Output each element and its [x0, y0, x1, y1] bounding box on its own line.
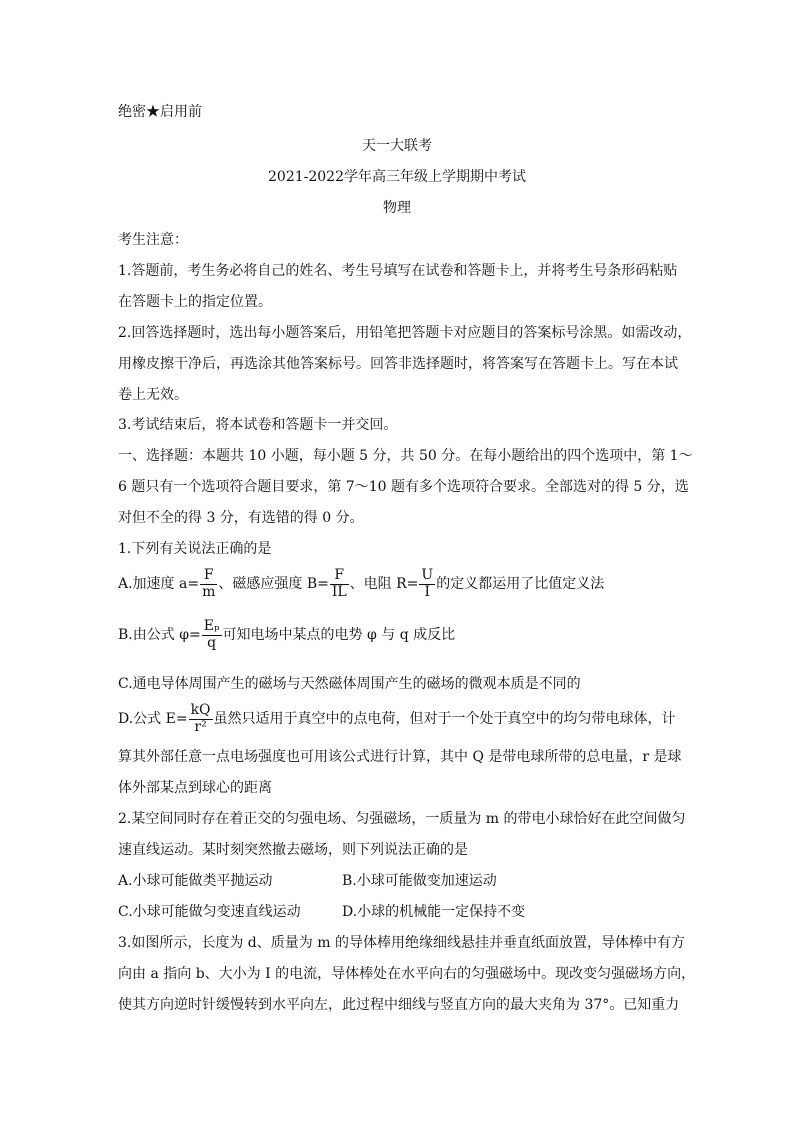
q1-a-mid1: 、磁感应强度 B=	[218, 576, 329, 592]
notice-item1-line2: 在答题卡上的指定位置。	[118, 294, 272, 310]
q1-d-pre: D.公式 E=	[118, 711, 188, 727]
notice-title: 考生注意：	[118, 232, 188, 248]
q2-line1: 2.某空间同时存在着正交的匀强电场、匀强磁场，一质量为 m 的带电小球恰好在此空间做匀	[118, 811, 686, 827]
frac-num: Eₚ	[203, 618, 220, 635]
q3-line1: 3.如图所示，长度为 d、质量为 m 的导体棒用绝缘细线悬挂并垂直纸面放置，导体棒中有方	[118, 935, 685, 951]
q2-option-c: C.小球可能做匀变速直线运动	[118, 904, 301, 920]
q1-a-post: 的定义都运用了比值定义法	[436, 576, 605, 592]
q2-option-d: D.小球的机械能一定保持不变	[342, 904, 526, 920]
notice-item2-line1: 2.回答选择题时，选出每小题答案后，用铅笔把答题卡对应题目的答案标号涂黑。如需改动，	[118, 325, 692, 341]
q1-b-post: 可知电场中某点的电势 φ 与 q 成反比	[222, 627, 456, 643]
exam-title: 2021-2022学年高三年级上学期期中考试	[268, 169, 526, 185]
q1-a-pre: A.加速度 a=	[118, 576, 200, 592]
frac-num: kQ	[190, 702, 211, 719]
org-title: 天一大联考	[362, 138, 432, 154]
q1-option-a	[118, 565, 604, 603]
q1-option-c: C.通电导体周围产生的磁场与天然磁体周围产生的磁场的微观本质是不同的	[118, 676, 581, 692]
notice-item3: 3.考试结束后，将本试卷和答题卡一并交回。	[118, 417, 398, 433]
fraction-ep-over-q	[202, 619, 222, 651]
q1-stem: 1.下列有关说法正确的是	[118, 541, 272, 557]
q1-d-post: 虽然只适用于真空中的点电荷，但对于一个处于真空中的均匀带电球体，计	[213, 711, 676, 727]
q1-d-line2: 算其外部任意一点电场强度也可用该公式进行计算，其中 Q 是带电球所带的总电量，r 是球	[118, 749, 682, 765]
notice-item2-line3: 卷上无效。	[118, 387, 188, 403]
frac-num: F	[330, 568, 349, 584]
q1-a-mid2: 、电阻 R=	[349, 576, 419, 592]
q2-option-a: A.小球可能做类平抛运动	[118, 873, 273, 889]
secret-mark: 绝密★启用前	[118, 104, 202, 120]
frac-den: q	[207, 634, 217, 651]
fraction-f-over-m	[200, 568, 217, 600]
section1-line1: 一、选择题：本题共 10 小题，每小题 5 分，共 50 分。在每小题给出的四个选项中，第 1～	[118, 448, 693, 464]
frac-den: I	[424, 583, 431, 600]
subject-title: 物理	[383, 200, 411, 216]
frac-den: r²	[194, 718, 207, 735]
frac-num: U	[421, 567, 434, 584]
q2-line2: 速直线运动。某时刻突然撤去磁场，则下列说法正确的是	[118, 842, 468, 858]
fraction-f-over-il	[330, 568, 349, 600]
q3-line2: 向由 a 指向 b、大小为 I 的电流，导体棒处在水平向右的匀强磁场中。现改变匀强磁场方向，	[118, 966, 696, 982]
fraction-u-over-i	[419, 568, 435, 600]
q1-option-b	[118, 616, 455, 654]
q1-d-line3: 体外部某点到球心的距离	[118, 780, 272, 796]
frac-den: IL	[331, 583, 347, 600]
q3-line3: 使其方向逆时针缓慢转到水平向左，此过程中细线与竖直方向的最大夹角为 37°。已知重力	[118, 997, 680, 1013]
frac-num: F	[200, 568, 217, 584]
q1-option-d	[118, 700, 676, 738]
section1-line2: 6 题只有一个选项符合题目要求，第 7～10 题有多个选项符合要求。全部选对的得 5 分，选	[118, 479, 689, 495]
frac-den: m	[202, 583, 216, 600]
notice-item1-line1: 1.答题前，考生务必将自己的姓名、考生号填写在试卷和答题卡上，并将考生号条形码粘贴	[118, 263, 678, 279]
q2-option-b: B.小球可能做变加速运动	[342, 873, 497, 889]
q1-b-pre: B.由公式 φ=	[118, 627, 201, 643]
fraction-kq-over-r2	[189, 703, 213, 735]
section1-line3: 对但不全的得 3 分，有选错的得 0 分。	[118, 510, 364, 526]
notice-item2-line2: 用橡皮擦干净后，再选涂其他答案标号。回答非选择题时，将答案写在答题卡上。写在本试	[118, 356, 678, 372]
